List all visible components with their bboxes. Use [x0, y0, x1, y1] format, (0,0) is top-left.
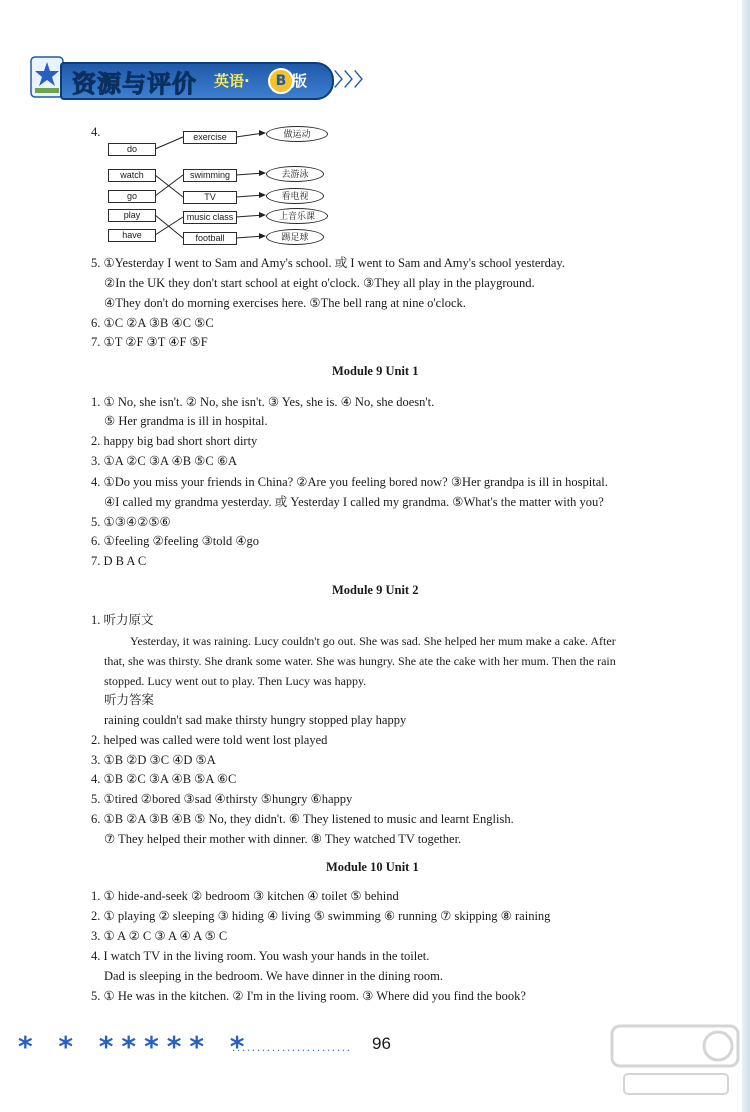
section-heading: Module 10 Unit 1: [326, 860, 419, 874]
diagram-middle-box: swimming: [183, 169, 237, 182]
answer-line: 2. happy big bad short short dirty: [91, 434, 258, 448]
diagram-left-box: play: [108, 209, 156, 222]
chevrons-icon: 〉〉〉: [334, 70, 373, 91]
answer-line: ②In the UK they don't start school at eight o'clock. ③They all play in the playground.: [104, 276, 535, 290]
answer-line: 6. ①feeling ②feeling ③told ④go: [91, 534, 260, 548]
answer-line: 1. 听力原文: [91, 613, 154, 627]
answer-line: 5. ①Yesterday I went to Sam and Amy's school. 或 I went to Sam and Amy's school yesterday.: [91, 256, 565, 270]
watermark-logo: [610, 1020, 740, 1100]
answer-line: 3. ① A ② C ③ A ④ A ⑤ C: [91, 929, 228, 943]
diagram-left-box: have: [108, 229, 156, 242]
section-heading: Module 9 Unit 2: [332, 583, 419, 597]
edition-label: 版: [292, 72, 308, 90]
diagram-right-oval: 看电视: [266, 188, 324, 204]
answer-line: 5. ①tired ②bored ③sad ④thirsty ⑤hungry ⑥happy: [91, 792, 353, 806]
answer-line: 1. ① hide-and-seek ② bedroom ③ kitchen ④ toilet ⑤ behind: [91, 889, 399, 903]
answer-line: 7. ①T ②F ③T ④F ⑤F: [91, 335, 208, 349]
answer-line: 3. ①B ②D ③C ④D ⑤A: [91, 753, 216, 767]
book-title: 资源与评价: [72, 70, 197, 98]
diagram-left-box: do: [108, 143, 156, 156]
answer-line: 4. ①Do you miss your friends in China? ②Are you feeling bored now? ③Her grandpa is ill in hospital.: [91, 475, 608, 489]
answer-line: 7. D B A C: [91, 554, 147, 568]
answer-line: 6. ①C ②A ③B ④C ⑤C: [91, 316, 214, 330]
diagram-connector-lines: [0, 0, 750, 260]
section-heading: Module 9 Unit 1: [332, 364, 419, 378]
answer-line: ④I called my grandma yesterday. 或 Yesterday I called my grandma. ⑤What's the matter with you?: [104, 495, 604, 509]
diagram-right-oval: 上音乐课: [266, 208, 328, 224]
answer-line: 听力答案: [104, 693, 155, 707]
diagram-right-oval: 去游泳: [266, 166, 324, 182]
answer-line: 5. ①③④②⑤⑥: [91, 515, 171, 529]
subject-label: 英语·: [214, 72, 250, 90]
answer-line: 5. ① He was in the kitchen. ② I'm in the living room. ③ Where did you find the book?: [91, 989, 526, 1003]
answer-line: ⑤ Her grandma is ill in hospital.: [104, 414, 268, 428]
answer-line: Dad is sleeping in the bedroom. We have dinner in the dining room.: [104, 969, 443, 983]
answer-line: 6. ①B ②A ③B ④B ⑤ No, they didn't. ⑥ They listened to music and learnt English.: [91, 812, 514, 826]
answer-line: ⑦ They helped their mother with dinner. ⑧ They watched TV together.: [104, 832, 462, 846]
diagram-middle-box: TV: [183, 191, 237, 204]
diagram-middle-box: exercise: [183, 131, 237, 144]
footer-dotted-leader: ........................: [232, 1040, 352, 1054]
answer-line: 4. I watch TV in the living room. You wash your hands in the toilet.: [91, 949, 430, 963]
diagram-right-oval: 踢足球: [266, 229, 324, 245]
answer-line: 4. ①B ②C ③A ④B ⑤A ⑥C: [91, 772, 237, 786]
answer-line: 1. ① No, she isn't. ② No, she isn't. ③ Yes, she is. ④ No, she doesn't.: [91, 395, 435, 409]
edition-badge: B: [268, 68, 294, 94]
diagram-left-box: go: [108, 190, 156, 203]
answer-line: 2. ① playing ② sleeping ③ hiding ④ living ⑤ swimming ⑥ running ⑦ skipping ⑧ raining: [91, 909, 551, 923]
diagram-middle-box: music class: [183, 211, 237, 224]
decorative-stars-icon: * * ***** *: [18, 1030, 253, 1063]
diagram-left-box: watch: [108, 169, 156, 182]
page-number: 96: [372, 1034, 391, 1053]
answer-line: raining couldn't sad make thirsty hungry stopped play happy: [104, 713, 407, 727]
paragraph-line: that, she was thirsty. She drank some water. She was hungry. She ate the cake with her mum. Then the rain: [104, 654, 616, 668]
diagram-middle-box: football: [183, 232, 237, 245]
answer-line: ④They don't do morning exercises here. ⑤The bell rang at nine o'clock.: [104, 296, 466, 310]
question-number: 4.: [91, 125, 101, 139]
answer-line: 2. helped was called were told went lost played: [91, 733, 328, 747]
paragraph-line: Yesterday, it was raining. Lucy couldn't go out. She was sad. She helped her mum make a cake. After: [130, 634, 616, 648]
paragraph-line: stopped. Lucy went out to play. Then Lucy was happy.: [104, 674, 367, 688]
answer-line: 3. ①A ②C ③A ④B ⑤C ⑥A: [91, 454, 238, 468]
diagram-right-oval: 做运动: [266, 126, 328, 142]
